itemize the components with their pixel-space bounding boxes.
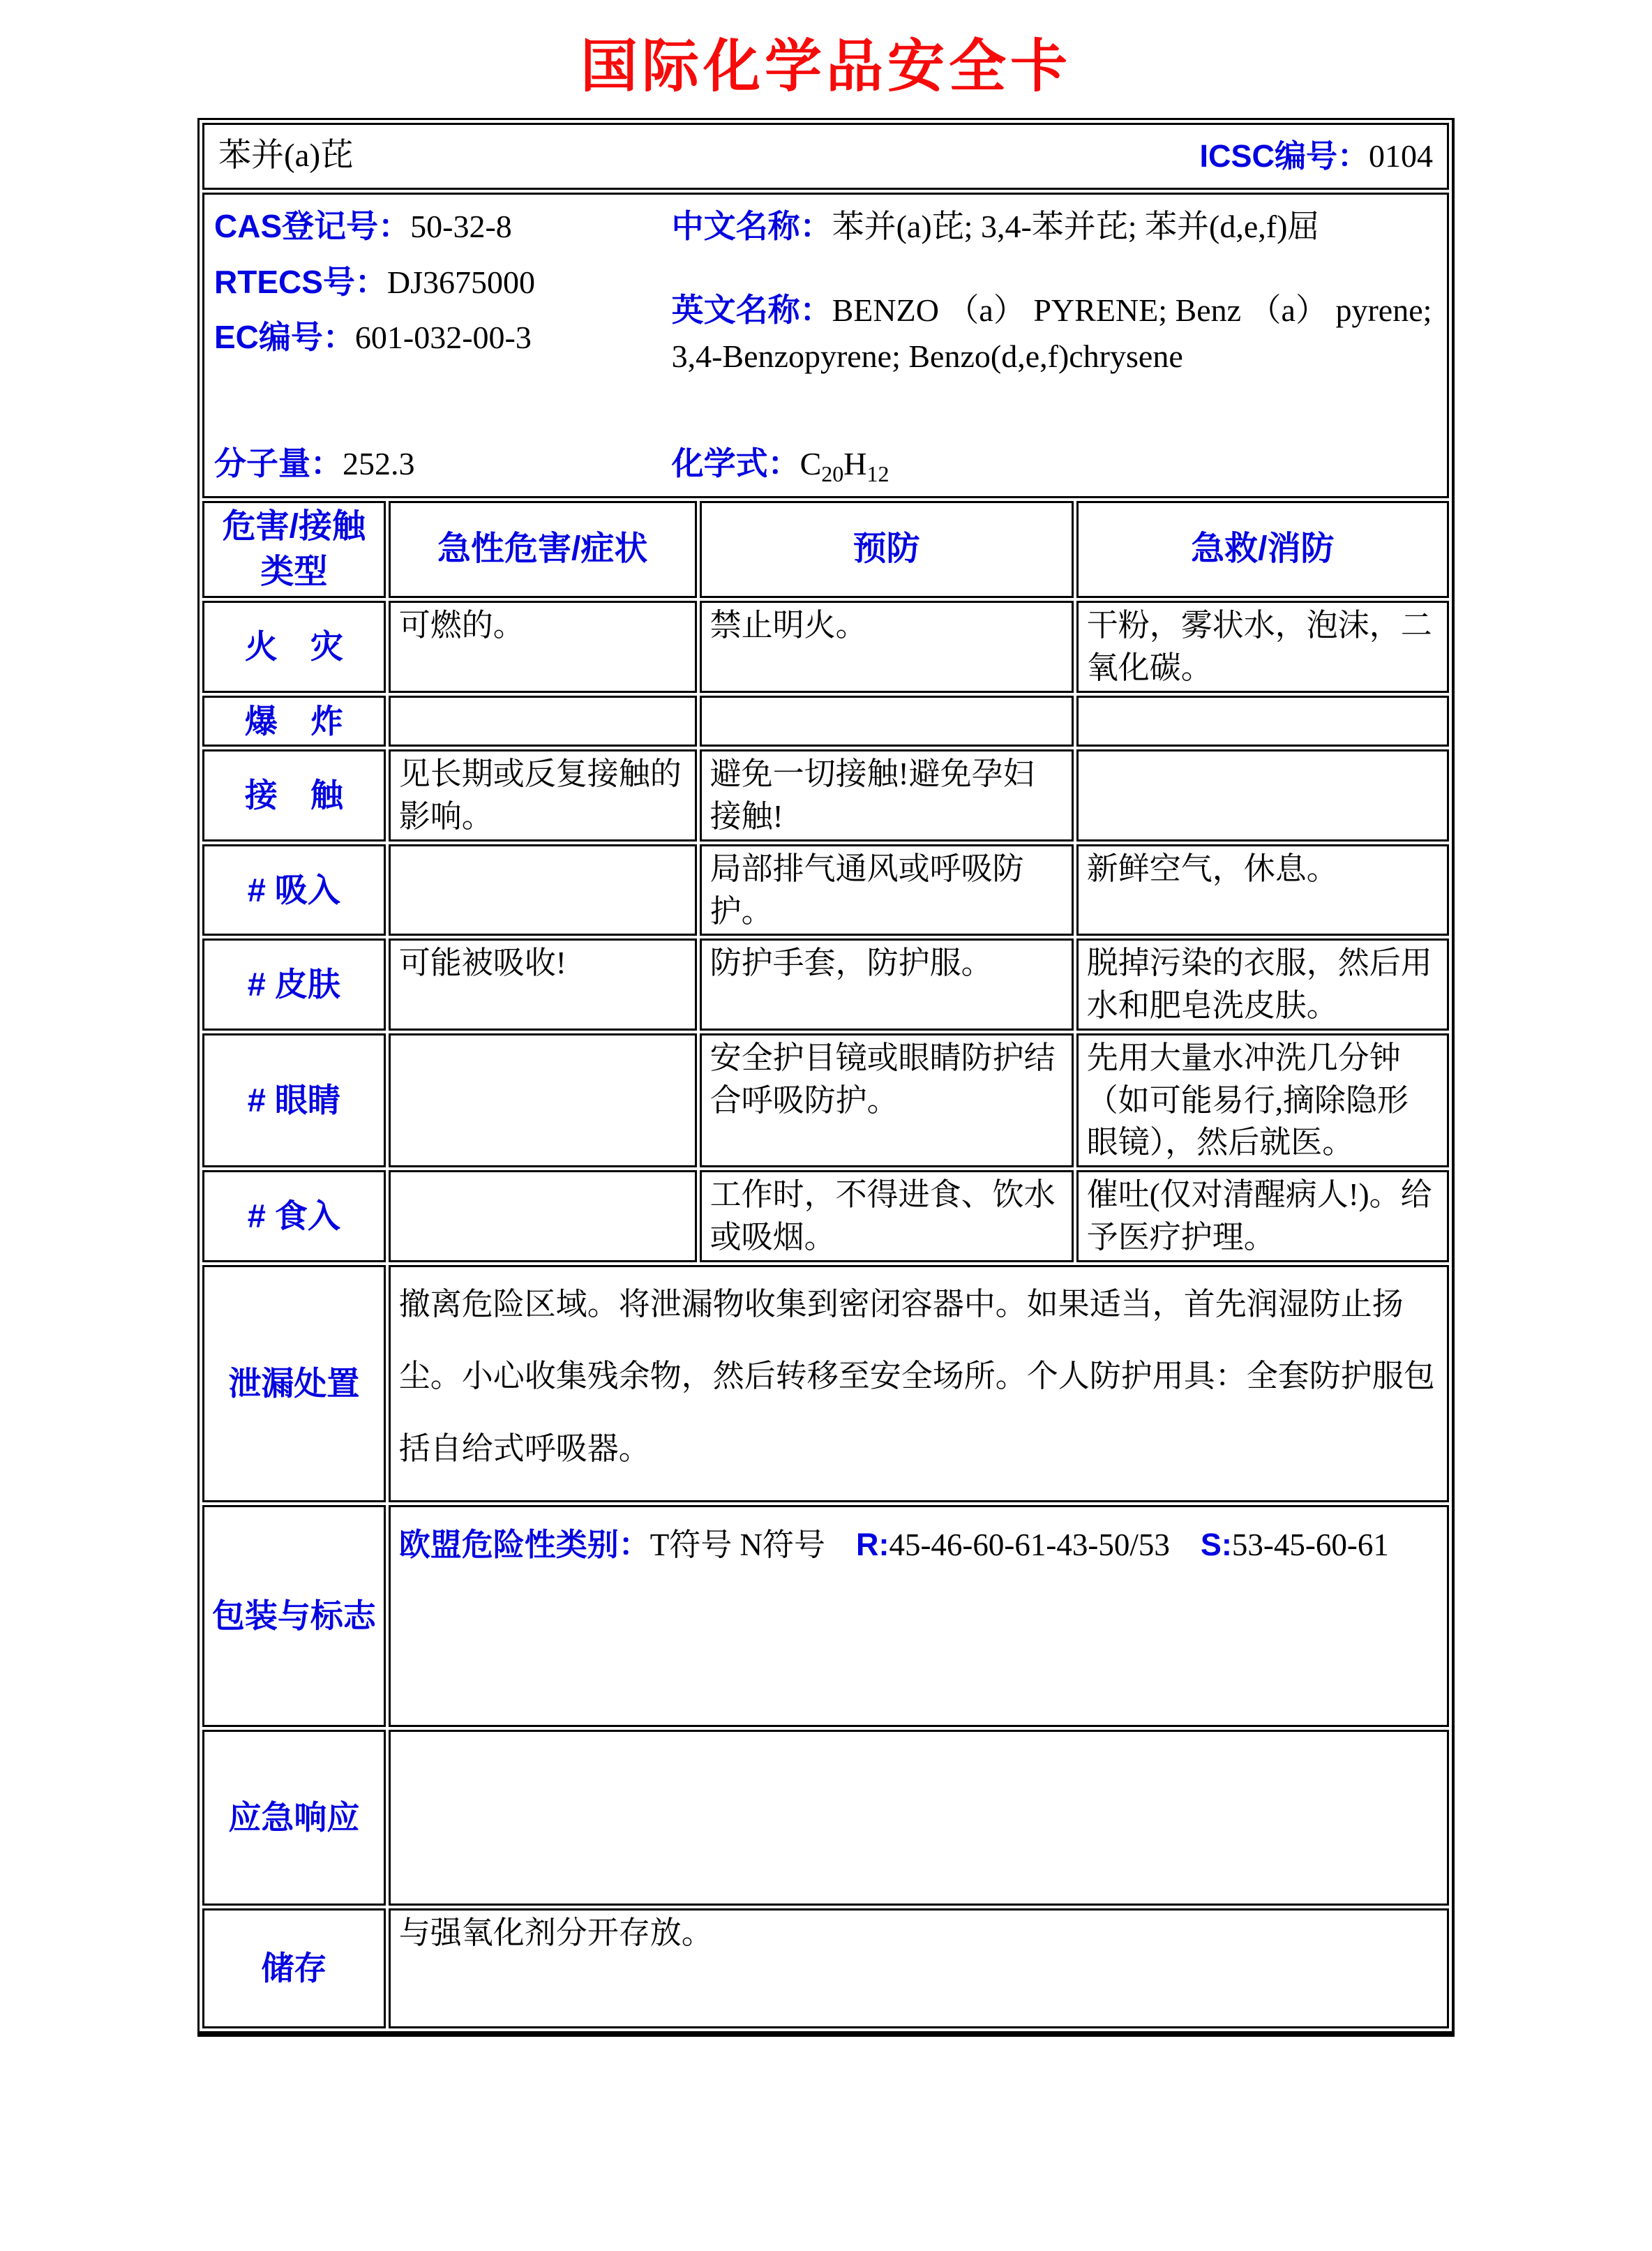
skin-response-cell: 脱掉污染的衣服，然后用水和肥皂洗皮肤。 [1076, 938, 1449, 1031]
explosion-prevention-cell [700, 696, 1074, 747]
formula-subscript-h: 12 [866, 461, 889, 487]
exposure-prevention-cell: 避免一切接触!避免孕妇接触! [700, 749, 1074, 842]
ingestion-row [202, 1170, 1449, 1262]
chinese-name-line [672, 203, 1437, 250]
inhalation-row-label: # 吸入 [202, 844, 386, 936]
storage-label: 储存 [202, 1908, 386, 2028]
registry-numbers [214, 203, 672, 389]
cas-value: 50-32-8 [410, 209, 512, 244]
eyes-row-label: # 眼睛 [202, 1033, 386, 1167]
safety-card-table [200, 120, 1452, 2031]
r-phrases-label: R: [855, 1526, 889, 1562]
english-name-line [672, 287, 1437, 380]
header-hazard-type-line1: 危害/接触 [222, 507, 366, 545]
formula-symbol-c: C [799, 446, 822, 482]
hazard-header-row [202, 501, 1449, 599]
icsc-number-label: ICSC编号： [1199, 137, 1369, 174]
explosion-response-cell [1076, 696, 1449, 747]
eyes-prevention-cell: 安全护目镜或眼睛防护结合呼吸防护。 [700, 1033, 1074, 1167]
molecular-weight-line [214, 440, 672, 488]
ingestion-symptoms-cell [389, 1170, 697, 1262]
eyes-symptoms-cell [389, 1033, 697, 1167]
inhalation-prevention-cell: 局部排气通风或呼吸防护。 [700, 844, 1074, 936]
spill-disposal-label: 泄漏处置 [202, 1265, 386, 1502]
storage-content-cell: 与强氧化剂分开存放。 [389, 1908, 1449, 2028]
header-prevention: 预防 [700, 501, 1074, 599]
spill-disposal-row [202, 1265, 1449, 1502]
exposure-row [202, 749, 1449, 842]
chemical-names [672, 203, 1437, 389]
substance-name: 苯并(a)芘 [218, 137, 354, 174]
eu-hazard-symbols: T符号 N符号 [649, 1527, 825, 1562]
ingestion-response-cell: 催吐(仅对清醒病人!)。给予医疗护理。 [1076, 1170, 1449, 1262]
explosion-row [202, 696, 1449, 747]
header-hazard-type [202, 501, 386, 599]
ec-value: 601-032-00-3 [354, 320, 532, 356]
page-title: 国际化学品安全卡 [580, 33, 1072, 100]
packaging-labelling-content-cell [389, 1505, 1449, 1727]
s-phrases-label: S: [1200, 1526, 1232, 1562]
skin-row [202, 938, 1449, 1031]
s-phrases-value: 53-45-60-61 [1231, 1527, 1389, 1562]
explosion-symptoms-cell [389, 696, 697, 747]
inhalation-symptoms-cell [389, 844, 697, 936]
molecular-weight-value: 252.3 [343, 446, 415, 482]
fire-symptoms-cell: 可燃的。 [389, 601, 697, 693]
formula-line [672, 440, 1437, 488]
rtecs-label: RTECS号： [214, 263, 387, 300]
exposure-response-cell [1076, 749, 1449, 842]
fire-row [202, 601, 1449, 693]
header-hazard-type-line2: 类型 [260, 553, 328, 590]
fire-row-label: 火 灾 [202, 601, 386, 693]
header-acute-symptoms: 急性危害/症状 [389, 501, 697, 599]
english-name-value: BENZO （a） PYRENE; Benz （a） pyrene; 3,4-Benzopyrene; Benzo(d,e,f)chrysene [671, 292, 1432, 375]
formula-grid [214, 440, 1437, 488]
exposure-symptoms-cell: 见长期或反复接触的影响。 [389, 749, 697, 842]
icsc-number-value: 0104 [1369, 137, 1433, 174]
emergency-response-label: 应急响应 [202, 1730, 386, 1906]
formula-subscript-c: 20 [821, 461, 844, 487]
spill-disposal-content: 撤离危险区域。将泄漏物收集到密闭容器中。如果适当，首先润湿防止扬尘。小心收集残余物，然后转移至安全场所。个人防护用具：全套防护服包括自给式呼吸器。 [398, 1286, 1435, 1466]
identification-cell [202, 193, 1449, 498]
skin-prevention-cell: 防护手套，防护服。 [700, 938, 1074, 1031]
ec-line [214, 314, 672, 361]
exposure-row-label: 接 触 [202, 749, 386, 842]
rtecs-value: DJ3675000 [386, 264, 536, 300]
card-title-cell [202, 123, 1449, 190]
skin-symptoms-cell: 可能被吸收! [389, 938, 697, 1031]
identification-row [202, 193, 1449, 498]
fire-response-cell: 干粉，雾状水，泡沫，二氧化碳。 [1076, 601, 1449, 693]
packaging-labelling-content [399, 1509, 1439, 1582]
icsc-number-group [1199, 135, 1433, 178]
spill-disposal-content-cell [389, 1265, 1449, 1502]
formula-group [672, 440, 1437, 488]
skin-row-label: # 皮肤 [202, 938, 386, 1031]
r-phrases-value: 45-46-60-61-43-50/53 [889, 1527, 1170, 1562]
safety-card [197, 118, 1455, 2037]
explosion-row-label: 爆 炸 [202, 696, 386, 747]
rtecs-line [214, 259, 672, 306]
formula-label: 化学式： [671, 445, 800, 482]
emergency-response-row [202, 1730, 1449, 1906]
cas-line [214, 203, 672, 250]
ingestion-row-label: # 食入 [202, 1170, 386, 1262]
chinese-name-value: 苯并(a)芘; 3,4-苯并芘; 苯并(d,e,f)屈 [832, 209, 1320, 244]
emergency-response-content-cell [389, 1730, 1449, 1906]
eu-hazard-class-label: 欧盟危险性类别： [398, 1526, 650, 1562]
chinese-name-label: 中文名称： [671, 208, 832, 244]
english-name-label: 英文名称： [671, 291, 832, 328]
cas-label: CAS登记号： [214, 208, 411, 244]
ingestion-prevention-cell: 工作时，不得进食、饮水或吸烟。 [700, 1170, 1074, 1262]
inhalation-row [202, 844, 1449, 936]
identification-grid [214, 203, 1437, 389]
eyes-response-cell: 先用大量水冲洗几分钟（如可能易行,摘除隐形眼镜），然后就医。 [1076, 1033, 1449, 1167]
molecular-weight-label: 分子量： [214, 445, 343, 482]
inhalation-response-cell: 新鲜空气，休息。 [1076, 844, 1449, 936]
card-title-row [202, 123, 1449, 190]
ec-label: EC编号： [214, 319, 355, 356]
header-first-aid: 急救/消防 [1076, 501, 1449, 599]
formula-symbol-h: H [843, 446, 867, 482]
packaging-labelling-row [202, 1505, 1449, 1727]
molecular-weight-group [214, 440, 672, 488]
fire-prevention-cell: 禁止明火。 [700, 601, 1074, 693]
storage-row [202, 1908, 1449, 2028]
packaging-labelling-label: 包装与标志 [202, 1505, 386, 1727]
eyes-row [202, 1033, 1449, 1167]
